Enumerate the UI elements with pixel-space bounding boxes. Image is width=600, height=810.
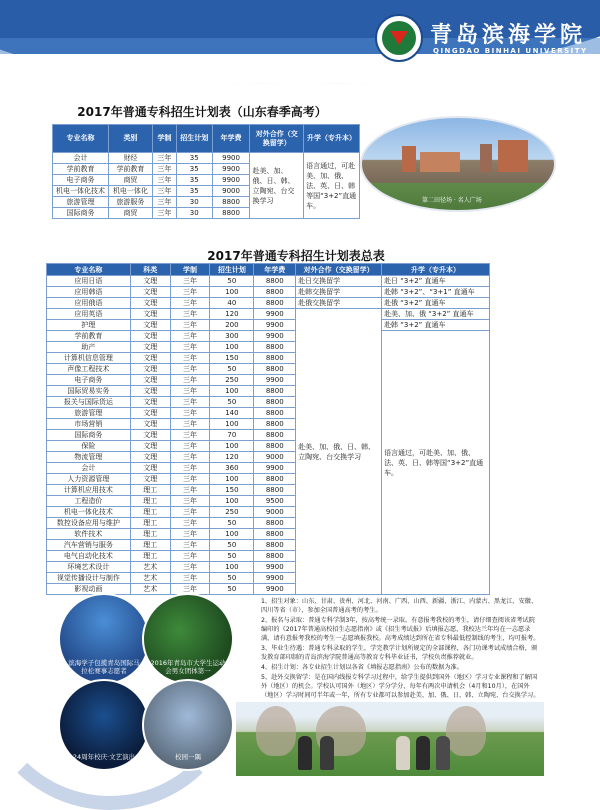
photo-marathon <box>58 593 150 685</box>
photo-caption: 2016年青岛市大学生运动会男女团体第一 <box>150 659 226 675</box>
cell-duration: 三年 <box>170 364 210 375</box>
cell-duration: 三年 <box>170 342 210 353</box>
cell-tuition: 8800 <box>254 419 296 430</box>
exchange-item: 赴俄交换留学 <box>296 298 382 309</box>
col-subject: 科类 <box>130 264 170 276</box>
cell-quota: 35 <box>176 175 212 186</box>
cell-major: 电气自动化技术 <box>47 551 131 562</box>
cell-major: 助产 <box>47 342 131 353</box>
cell-duration: 三年 <box>170 485 210 496</box>
upgrade-item: 赴韩 “3+2” 直通车 <box>382 320 490 331</box>
campus-building <box>402 146 416 172</box>
cell-tuition: 9900 <box>254 584 296 595</box>
cell-subject: 文理 <box>130 298 170 309</box>
cell-subject: 理工 <box>130 496 170 507</box>
note-item: 4、招生计划：各专业招生计划以各省《填报志愿指南》公布的数据为准。 <box>261 664 463 671</box>
col-category: 类别 <box>108 125 152 153</box>
cell-subject: 文理 <box>130 276 170 287</box>
cell-subject: 文理 <box>130 375 170 386</box>
cell-subject: 文理 <box>130 353 170 364</box>
cell-major: 国际商务 <box>47 430 131 441</box>
cell-quota: 100 <box>210 287 254 298</box>
cell-quota: 150 <box>210 353 254 364</box>
table2-title: 2017年普通专科招生计划表总表 <box>207 249 385 263</box>
cell-quota: 120 <box>210 309 254 320</box>
campus-building <box>480 144 492 172</box>
cell-subject: 文理 <box>130 474 170 485</box>
cell-major: 旅游管理 <box>53 197 109 208</box>
cell-tuition: 9900 <box>254 463 296 474</box>
cell-tuition: 8800 <box>254 408 296 419</box>
cell-major: 影视动画 <box>47 584 131 595</box>
cell-duration: 三年 <box>152 197 176 208</box>
cell-duration: 三年 <box>170 452 210 463</box>
table-row <box>47 309 490 320</box>
cell-subject: 文理 <box>130 320 170 331</box>
cell-quota: 100 <box>210 386 254 397</box>
cell-major: 电子商务 <box>53 175 109 186</box>
cell-quota: 120 <box>210 452 254 463</box>
cell-category: 商贸 <box>108 208 152 219</box>
col-upgrade: 升学（专升本） <box>304 125 360 153</box>
general-plan-table <box>46 263 490 595</box>
cell-major: 报关与国际货运 <box>47 397 131 408</box>
cell-tuition: 9000 <box>254 452 296 463</box>
cell-duration: 三年 <box>170 298 210 309</box>
cell-quota: 100 <box>210 342 254 353</box>
cell-quota: 100 <box>210 474 254 485</box>
cell-subject: 艺术 <box>130 573 170 584</box>
cell-major: 软件技术 <box>47 529 131 540</box>
cell-subject: 艺术 <box>130 562 170 573</box>
cell-quota: 150 <box>210 485 254 496</box>
photo-tree <box>256 706 296 756</box>
upgrade-item: 赴美、加、俄 “3+2” 直通车 <box>382 309 490 320</box>
cell-duration: 三年 <box>170 496 210 507</box>
cell-major: 机电一体化技术 <box>47 507 131 518</box>
cell-major: 旅游管理 <box>47 408 131 419</box>
cell-category: 财经 <box>108 153 152 164</box>
cell-duration: 三年 <box>170 276 210 287</box>
cell-subject: 理工 <box>130 529 170 540</box>
cell-major: 应用日语 <box>47 276 131 287</box>
page-header <box>0 0 600 92</box>
cell-duration: 三年 <box>170 320 210 331</box>
cell-tuition: 9500 <box>254 496 296 507</box>
cell-quota: 360 <box>210 463 254 474</box>
table-row <box>47 320 490 331</box>
cell-major: 电子商务 <box>47 375 131 386</box>
cell-major: 国际商务 <box>53 208 109 219</box>
exchange-item: 赴韩交换留学 <box>296 287 382 298</box>
upgrade-note: 语言通过，可赴美、加、俄、法、英、日、韩等国“3+2”直通车。 <box>304 153 360 219</box>
cell-tuition: 8800 <box>254 540 296 551</box>
cell-duration: 三年 <box>170 375 210 386</box>
cell-duration: 三年 <box>152 208 176 219</box>
col-exchange: 对外合作（交换留学） <box>250 125 304 153</box>
cell-duration: 三年 <box>170 353 210 364</box>
cell-duration: 三年 <box>152 186 176 197</box>
upgrade-item: 赴俄 “3+2” 直通车 <box>382 298 490 309</box>
cell-subject: 理工 <box>130 518 170 529</box>
cell-duration: 三年 <box>170 551 210 562</box>
campus-building <box>498 140 528 172</box>
cell-subject: 文理 <box>130 309 170 320</box>
cell-quota: 100 <box>210 441 254 452</box>
cell-major: 学前教育 <box>53 164 109 175</box>
university-logo <box>375 14 423 62</box>
cell-major: 学前教育 <box>47 331 131 342</box>
cell-tuition: 8800 <box>254 518 296 529</box>
cell-tuition: 8800 <box>254 386 296 397</box>
cell-major: 应用韩语 <box>47 287 131 298</box>
cell-quota: 140 <box>210 408 254 419</box>
cell-duration: 三年 <box>170 331 210 342</box>
cell-tuition: 8800 <box>212 197 250 208</box>
cell-major: 汽车营销与服务 <box>47 540 131 551</box>
cell-quota: 200 <box>210 320 254 331</box>
university-name-en: QINGDAO BINHAI UNIVERSITY <box>433 47 588 55</box>
col-duration: 学制 <box>152 125 176 153</box>
col-duration: 学制 <box>170 264 210 276</box>
photo-person <box>320 736 334 770</box>
cell-major: 市场营销 <box>47 419 131 430</box>
col-major: 专业名称 <box>53 125 109 153</box>
cell-major: 国际贸易实务 <box>47 386 131 397</box>
cell-quota: 35 <box>176 153 212 164</box>
cell-tuition: 9900 <box>254 375 296 386</box>
photo-sports-team <box>142 593 234 685</box>
cell-tuition: 9900 <box>254 573 296 584</box>
cell-major: 环境艺术设计 <box>47 562 131 573</box>
photo-caption: 校园一隅 <box>175 753 201 761</box>
cell-duration: 三年 <box>170 507 210 518</box>
cell-tuition: 9900 <box>212 164 250 175</box>
cell-major: 机电一体化技术 <box>53 186 109 197</box>
cell-quota: 100 <box>210 562 254 573</box>
photo-caption: 滨海学子包揽青岛国际马拉松赛事志愿者 <box>68 659 140 675</box>
university-name-cn: 青岛滨海学院 <box>430 22 587 48</box>
exchange-note: 赴美、加、俄、日、韩、立陶宛、台交换学习 <box>296 309 382 595</box>
cell-category: 学前教育 <box>108 164 152 175</box>
table-row <box>47 298 490 309</box>
cell-subject: 文理 <box>130 452 170 463</box>
campus-students-photo <box>236 702 544 776</box>
cell-tuition: 8800 <box>254 397 296 408</box>
cell-tuition: 9900 <box>254 309 296 320</box>
cell-duration: 三年 <box>170 309 210 320</box>
photo-collage <box>58 593 234 771</box>
spring-exam-plan-table <box>52 124 360 219</box>
cell-quota: 250 <box>210 507 254 518</box>
cell-tuition: 9900 <box>254 331 296 342</box>
cell-quota: 70 <box>210 430 254 441</box>
cell-duration: 三年 <box>170 287 210 298</box>
cell-duration: 三年 <box>170 430 210 441</box>
cell-major: 计算机应用技术 <box>47 485 131 496</box>
photo-person <box>396 736 410 770</box>
cell-major: 会计 <box>47 463 131 474</box>
table-row <box>47 287 490 298</box>
cell-subject: 文理 <box>130 331 170 342</box>
note-item: 1、招生对象：山东、甘肃、贵州、河北、河南、广西、山西、新疆、浙江、内蒙古、黑龙江、安徽、四川等省（市），参加全国普通高考的考生。 <box>261 598 538 614</box>
cell-duration: 三年 <box>170 529 210 540</box>
cell-subject: 理工 <box>130 551 170 562</box>
cell-duration: 三年 <box>170 408 210 419</box>
cell-quota: 50 <box>210 584 254 595</box>
cell-duration: 三年 <box>170 386 210 397</box>
photo-campus-view <box>142 679 234 771</box>
cell-duration: 三年 <box>170 419 210 430</box>
cell-tuition: 8800 <box>254 529 296 540</box>
cell-quota: 300 <box>210 331 254 342</box>
cell-duration: 三年 <box>170 518 210 529</box>
col-upgrade: 升学（专升本） <box>382 264 490 276</box>
cell-category: 商贸 <box>108 175 152 186</box>
cell-tuition: 8800 <box>254 298 296 309</box>
cell-tuition: 8800 <box>254 441 296 452</box>
cell-duration: 三年 <box>170 463 210 474</box>
cell-duration: 三年 <box>152 175 176 186</box>
cell-subject: 艺术 <box>130 584 170 595</box>
cell-major: 声像工程技术 <box>47 364 131 375</box>
campus-photo <box>360 116 556 212</box>
admission-notes <box>261 597 541 701</box>
cell-subject: 理工 <box>130 485 170 496</box>
cell-tuition: 8800 <box>254 551 296 562</box>
cell-duration: 三年 <box>170 540 210 551</box>
cell-duration: 三年 <box>152 164 176 175</box>
cell-quota: 50 <box>210 551 254 562</box>
cell-tuition: 9900 <box>254 320 296 331</box>
cell-major: 计算机信息管理 <box>47 353 131 364</box>
campus-building <box>420 152 460 172</box>
cell-tuition: 9000 <box>254 507 296 518</box>
cell-subject: 文理 <box>130 430 170 441</box>
cell-major: 护理 <box>47 320 131 331</box>
col-quota: 招生计划 <box>176 125 212 153</box>
note-item: 5、赴外交换留学：是在国内线报专科学习过程中，给学生提供到国外（地区）学习专业课程和了解国外（地区）的机会。学校认可国外（地区）学分学分，每年有两次申请机会（4月和10月），在国外（地区）学习时间可半年或一年，所有专业都可以参加赴美、加、俄、日、韩、立陶宛、台交换学习。 <box>261 674 540 699</box>
cell-subject: 文理 <box>130 364 170 375</box>
cell-major: 数控设备应用与维护 <box>47 518 131 529</box>
cell-subject: 文理 <box>130 419 170 430</box>
cell-tuition: 8800 <box>254 287 296 298</box>
cell-subject: 文理 <box>130 386 170 397</box>
cell-major: 保险 <box>47 441 131 452</box>
note-item: 3、毕业生待遇：普通专科录取的学生，学完教学计划所规定的全部课程，各门功课考试成绩合格，颁发教育部印制的青岛滨海学院普通高等教育专科毕业证书，学校负责推荐就业。 <box>261 645 538 661</box>
cell-subject: 理工 <box>130 507 170 518</box>
cell-category: 机电一体化 <box>108 186 152 197</box>
logo-triangle <box>390 31 408 45</box>
cell-tuition: 8800 <box>254 364 296 375</box>
cell-quota: 50 <box>210 540 254 551</box>
cell-duration: 三年 <box>170 562 210 573</box>
exchange-note: 赴美、加、俄、日、韩、立陶宛、台交换学习 <box>250 153 304 219</box>
cell-quota: 100 <box>210 496 254 507</box>
cell-subject: 理工 <box>130 540 170 551</box>
cell-subject: 文理 <box>130 463 170 474</box>
cell-duration: 三年 <box>170 397 210 408</box>
cell-duration: 三年 <box>170 584 210 595</box>
cell-quota: 50 <box>210 573 254 584</box>
table-row <box>47 276 490 287</box>
cell-tuition: 8800 <box>212 208 250 219</box>
col-major: 专业名称 <box>47 264 131 276</box>
cell-tuition: 9900 <box>254 562 296 573</box>
cell-quota: 100 <box>210 529 254 540</box>
cell-duration: 三年 <box>170 474 210 485</box>
cell-major: 视觉传播设计与制作 <box>47 573 131 584</box>
exchange-item: 赴日交换留学 <box>296 276 382 287</box>
col-quota: 招生计划 <box>210 264 254 276</box>
cell-category: 旅游服务 <box>108 197 152 208</box>
table-row <box>47 331 490 342</box>
cell-quota: 50 <box>210 397 254 408</box>
cell-tuition: 8800 <box>254 276 296 287</box>
cell-major: 工程造价 <box>47 496 131 507</box>
cell-duration: 三年 <box>170 573 210 584</box>
header-wave-white <box>0 54 600 84</box>
cell-duration: 三年 <box>152 153 176 164</box>
col-tuition: 年学费 <box>212 125 250 153</box>
cell-tuition: 8800 <box>254 485 296 496</box>
cell-subject: 文理 <box>130 397 170 408</box>
upgrade-note: 语言通过，可赴美、加、俄、法、英、日、韩等国“3+2”直通车。 <box>382 331 490 595</box>
cell-tuition: 8800 <box>254 342 296 353</box>
cell-tuition: 8800 <box>254 353 296 364</box>
cell-quota: 35 <box>176 164 212 175</box>
photo-person <box>298 736 312 770</box>
cell-quota: 50 <box>210 518 254 529</box>
cell-quota: 35 <box>176 186 212 197</box>
cell-tuition: 8800 <box>254 430 296 441</box>
photo-caption: 24周年校庆·文艺演出 <box>72 753 136 761</box>
upgrade-item: 赴韩 “3+2”、“3+1” 直通车 <box>382 287 490 298</box>
cell-quota: 30 <box>176 197 212 208</box>
cell-subject: 文理 <box>130 287 170 298</box>
note-item: 2、报名与录取：普通专科学制3年，按高考统一录取。有意报考我校的考生，请仔细查阅该省考试院编印的《2017年普通高校招生志愿指南》或《招生考试报》后填报志愿，我校达兰年均在一志愿录满，请有意报考我校的考生一志愿填报我校。高考成绩达到所在省专科最低控制线的考生，均可报考。 <box>261 617 540 642</box>
cell-major: 会计 <box>53 153 109 164</box>
cell-quota: 30 <box>176 208 212 219</box>
cell-major: 物流管理 <box>47 452 131 463</box>
cell-quota: 50 <box>210 364 254 375</box>
cell-quota: 100 <box>210 419 254 430</box>
cell-subject: 文理 <box>130 441 170 452</box>
table-row <box>53 153 360 164</box>
table1-title: 2017年普通专科招生计划表（山东春季高考） <box>77 105 327 119</box>
cell-major: 应用英语 <box>47 309 131 320</box>
cell-major: 应用俄语 <box>47 298 131 309</box>
campus-photo-caption: 第二田径场 · 名人广场 <box>422 197 482 204</box>
col-tuition: 年学费 <box>254 264 296 276</box>
cell-quota: 50 <box>210 276 254 287</box>
upgrade-item: 赴日 “3+2” 直通车 <box>382 276 490 287</box>
photo-person <box>416 736 430 770</box>
cell-subject: 文理 <box>130 342 170 353</box>
cell-quota: 250 <box>210 375 254 386</box>
cell-tuition: 9900 <box>212 175 250 186</box>
cell-tuition: 9000 <box>212 186 250 197</box>
cell-quota: 40 <box>210 298 254 309</box>
photo-tree <box>446 706 486 756</box>
photo-stage-show <box>58 679 150 771</box>
cell-tuition: 8800 <box>254 474 296 485</box>
cell-major: 人力资源管理 <box>47 474 131 485</box>
photo-person <box>436 736 450 770</box>
col-exchange: 对外合作（交换留学） <box>296 264 382 276</box>
cell-duration: 三年 <box>170 441 210 452</box>
cell-tuition: 9900 <box>212 153 250 164</box>
cell-subject: 文理 <box>130 408 170 419</box>
